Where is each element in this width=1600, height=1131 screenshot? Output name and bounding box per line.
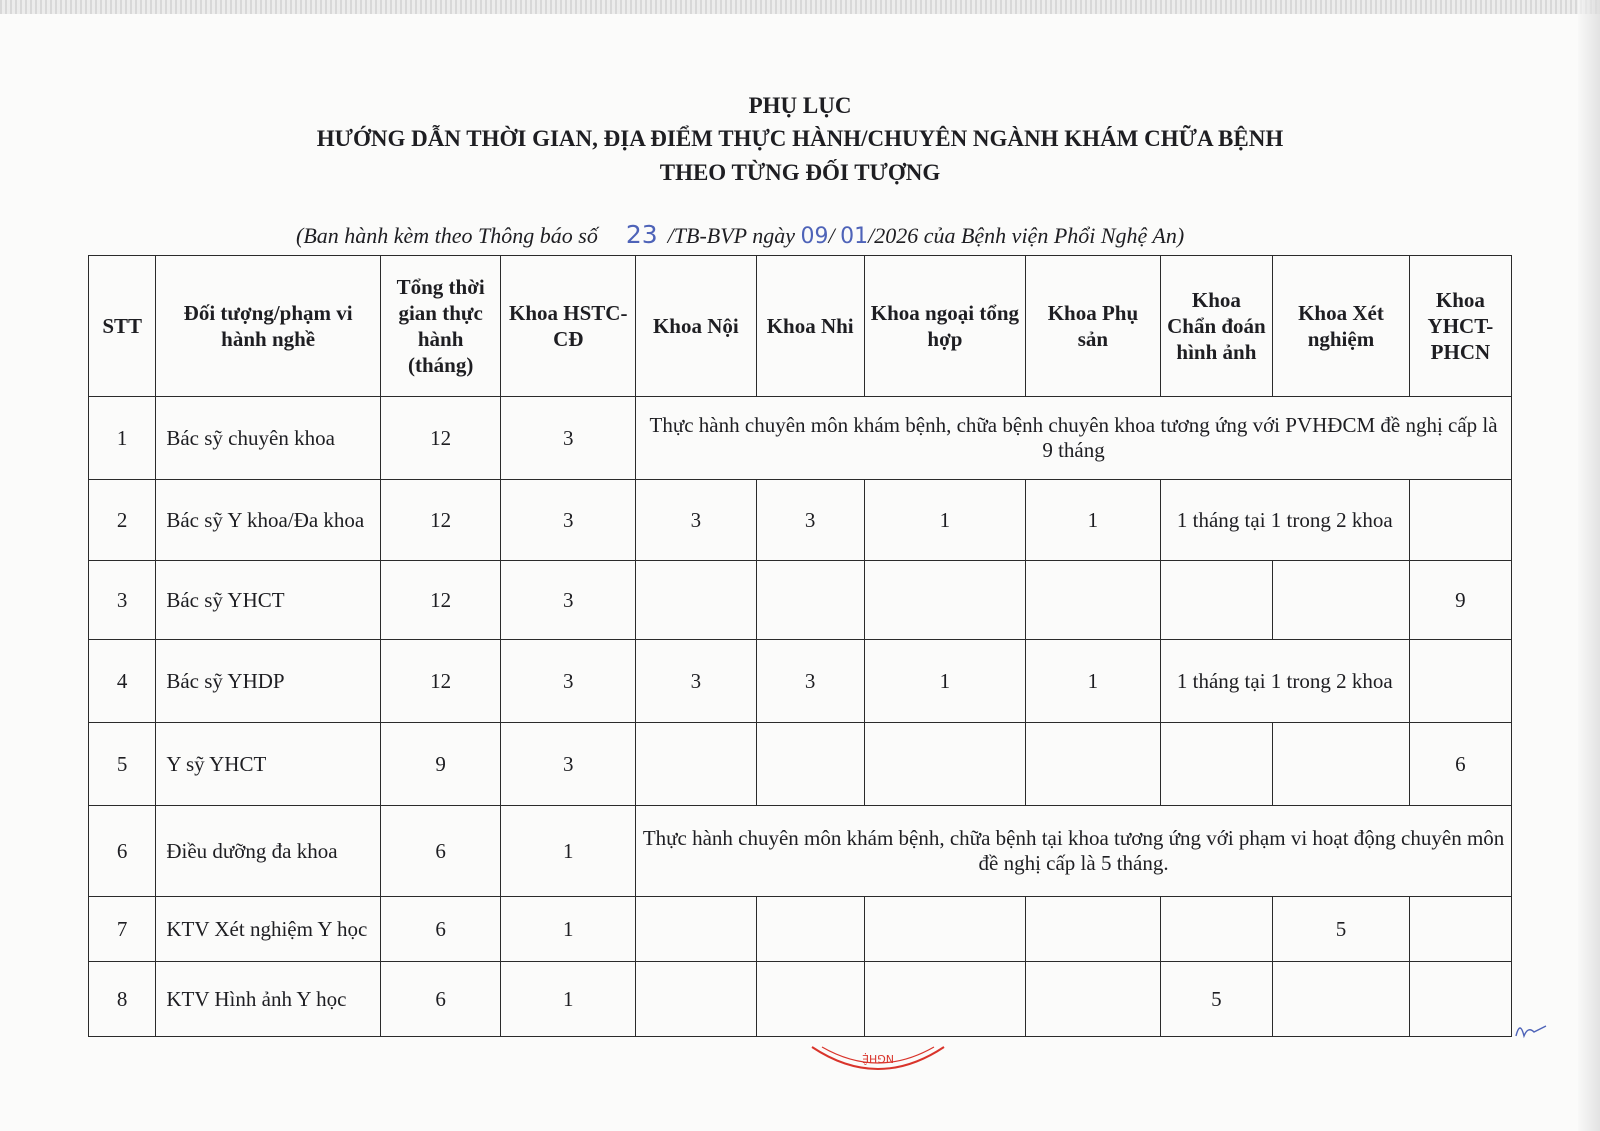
- document-title: PHỤ LỤC: [748, 93, 852, 118]
- cell-phusan: [1026, 962, 1161, 1037]
- handwritten-month: 01: [840, 224, 869, 249]
- cell-noi: [636, 962, 756, 1037]
- cell-subject: Y sỹ YHCT: [156, 723, 381, 806]
- cell-total: 6: [380, 806, 500, 897]
- cell-stt: 4: [89, 640, 156, 723]
- cell-stt: 7: [89, 897, 156, 962]
- cell-stt: 5: [89, 723, 156, 806]
- cell-yhct: [1409, 640, 1511, 723]
- header-xet-nghiem: Khoa Xét nghiệm: [1273, 256, 1410, 397]
- cell-xet-nghiem: [1273, 561, 1410, 640]
- cell-xet-nghiem: 5: [1273, 897, 1410, 962]
- cell-nhi: 3: [756, 480, 864, 561]
- issuance-note: [296, 220, 1184, 249]
- cell-xet-nghiem: [1273, 723, 1410, 806]
- cell-total: 6: [380, 897, 500, 962]
- cell-total: 6: [380, 962, 500, 1037]
- cell-stt: 8: [89, 962, 156, 1037]
- cell-subject: Bác sỹ YHDP: [156, 640, 381, 723]
- cell-phusan: [1026, 723, 1161, 806]
- table-header-row: [89, 256, 1512, 397]
- table-row: [89, 480, 1512, 561]
- cell-ngoai: [864, 723, 1025, 806]
- cell-xet-nghiem: [1273, 962, 1410, 1037]
- cell-ngoai: [864, 962, 1025, 1037]
- cell-yhct: [1409, 480, 1511, 561]
- cell-merged-note: Thực hành chuyên môn khám bệnh, chữa bệnh chuyên khoa tương ứng với PVHĐCM đề nghị cấp là 9 tháng: [636, 397, 1512, 480]
- stamp-text: NGHỆ: [862, 1052, 894, 1065]
- cell-hstc: 1: [501, 897, 636, 962]
- cell-ngoai: [864, 561, 1025, 640]
- cell-total: 12: [380, 561, 500, 640]
- cell-ngoai: 1: [864, 480, 1025, 561]
- cell-cdha-xn-merged: 1 tháng tại 1 trong 2 khoa: [1160, 480, 1409, 561]
- cell-noi: [636, 723, 756, 806]
- cell-nhi: [756, 962, 864, 1037]
- header-hstc: Khoa HSTC-CĐ: [501, 256, 636, 397]
- table-row: [89, 561, 1512, 640]
- cell-hstc: 1: [501, 962, 636, 1037]
- cell-cdha: [1160, 723, 1272, 806]
- cell-total: 12: [380, 397, 500, 480]
- cell-hstc: 1: [501, 806, 636, 897]
- cell-phusan: 1: [1026, 480, 1161, 561]
- cell-yhct: 6: [1409, 723, 1511, 806]
- cell-cdha-xn-merged: 1 tháng tại 1 trong 2 khoa: [1160, 640, 1409, 723]
- document-heading-line2: THEO TỪNG ĐỐI TƯỢNG: [659, 160, 941, 185]
- cell-subject: Điều dưỡng đa khoa: [156, 806, 381, 897]
- cell-subject: Bác sỹ chuyên khoa: [156, 397, 381, 480]
- cell-hstc: 3: [501, 723, 636, 806]
- cell-total: 12: [380, 640, 500, 723]
- cell-phusan: 1: [1026, 640, 1161, 723]
- cell-yhct: [1409, 962, 1511, 1037]
- issuance-mid: /TB-BVP ngày: [667, 223, 795, 248]
- cell-total: 12: [380, 480, 500, 561]
- cell-yhct: [1409, 897, 1511, 962]
- cell-phusan: [1026, 561, 1161, 640]
- cell-merged-note: Thực hành chuyên môn khám bệnh, chữa bệnh tại khoa tương ứng với phạm vi hoạt động chuyên môn đề nghị cấp là 5 tháng.: [636, 806, 1512, 897]
- cell-nhi: 3: [756, 640, 864, 723]
- cell-nhi: [756, 561, 864, 640]
- table-row: [89, 806, 1512, 897]
- cell-hstc: 3: [501, 561, 636, 640]
- header-cdha: Khoa Chẩn đoán hình ảnh: [1160, 256, 1272, 397]
- table-row: [89, 397, 1512, 480]
- cell-stt: 6: [89, 806, 156, 897]
- cell-subject: Bác sỹ YHCT: [156, 561, 381, 640]
- issuance-prefix: (Ban hành kèm theo Thông báo số: [296, 223, 598, 248]
- red-stamp-fragment: [808, 1043, 948, 1083]
- cell-subject: KTV Hình ảnh Y học: [156, 962, 381, 1037]
- cell-stt: 1: [89, 397, 156, 480]
- cell-nhi: [756, 723, 864, 806]
- cell-noi: 3: [636, 480, 756, 561]
- header-noi: Khoa Nội: [636, 256, 756, 397]
- handwritten-day: 09: [800, 224, 829, 249]
- cell-hstc: 3: [501, 397, 636, 480]
- cell-ngoai: [864, 897, 1025, 962]
- issuance-suffix: /2026 của Bệnh viện Phổi Nghệ An): [868, 223, 1185, 248]
- table-row: [89, 640, 1512, 723]
- cell-total: 9: [380, 723, 500, 806]
- header-total-time: Tổng thời gian thực hành (tháng): [380, 256, 500, 397]
- cell-noi: [636, 561, 756, 640]
- handwritten-notice-number: 23: [625, 220, 658, 249]
- header-yhct: Khoa YHCT-PHCN: [1409, 256, 1511, 397]
- practice-guide-table: [88, 255, 1512, 1037]
- cell-hstc: 3: [501, 640, 636, 723]
- header-ngoai: Khoa ngoại tổng hợp: [864, 256, 1025, 397]
- header-nhi: Khoa Nhi: [756, 256, 864, 397]
- header-stt: STT: [89, 256, 156, 397]
- cell-noi: [636, 897, 756, 962]
- handwritten-initial: [1512, 1018, 1548, 1042]
- table-row: [89, 723, 1512, 806]
- cell-cdha: [1160, 897, 1272, 962]
- cell-phusan: [1026, 897, 1161, 962]
- cell-hstc: 3: [501, 480, 636, 561]
- cell-stt: 3: [89, 561, 156, 640]
- scan-edge-top: [0, 0, 1600, 14]
- cell-ngoai: 1: [864, 640, 1025, 723]
- cell-nhi: [756, 897, 864, 962]
- cell-subject: Bác sỹ Y khoa/Đa khoa: [156, 480, 381, 561]
- table-row: [89, 962, 1512, 1037]
- cell-subject: KTV Xét nghiệm Y học: [156, 897, 381, 962]
- cell-yhct: 9: [1409, 561, 1511, 640]
- header-phusan: Khoa Phụ sản: [1026, 256, 1161, 397]
- date-separator: /: [828, 223, 835, 248]
- header-subject: Đối tượng/phạm vi hành nghề: [156, 256, 381, 397]
- table-row: [89, 897, 1512, 962]
- cell-cdha: 5: [1160, 962, 1272, 1037]
- cell-stt: 2: [89, 480, 156, 561]
- cell-cdha: [1160, 561, 1272, 640]
- document-heading-line1: HƯỚNG DẪN THỜI GIAN, ĐỊA ĐIỂM THỰC HÀNH/CHUYÊN NGÀNH KHÁM CHỮA BỆNH: [316, 126, 1284, 151]
- cell-noi: 3: [636, 640, 756, 723]
